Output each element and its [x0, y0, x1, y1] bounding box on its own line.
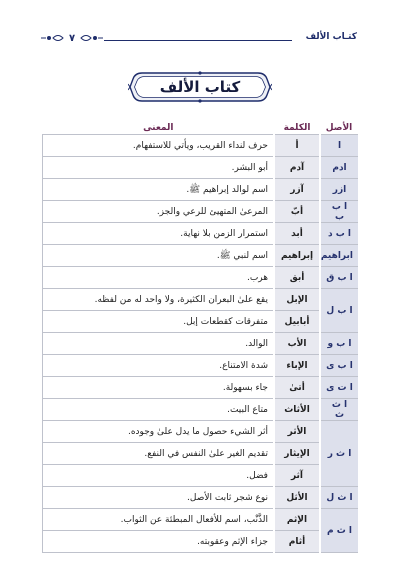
- word-cell: الإباء: [274, 355, 320, 377]
- root-cell: ا ث ر: [320, 421, 358, 487]
- meaning-cell: هرب.: [43, 267, 275, 289]
- meaning-cell: جزاء الإثم وعقوبته.: [43, 531, 275, 553]
- meaning-cell: نوع شجر ثابت الأصل.: [43, 487, 275, 509]
- flourish-left-icon: [80, 32, 104, 44]
- word-cell: آثر: [274, 465, 320, 487]
- table-row: [43, 531, 359, 553]
- page-number: ٧: [68, 32, 76, 44]
- column-header-word: الكلمة: [274, 121, 320, 135]
- dictionary-table: [42, 121, 358, 553]
- meaning-cell: يقع علىٰ البعران الكثيرة، ولا واحد له من لفظه.: [43, 289, 275, 311]
- root-cell: ا ب ى: [320, 355, 358, 377]
- meaning-cell: متفرقات كقطعات إبل.: [43, 311, 275, 333]
- word-cell: إبراهيم: [274, 245, 320, 267]
- word-cell: الإثم: [274, 509, 320, 531]
- meaning-cell: استمرار الزمن بلا نهاية.: [43, 223, 275, 245]
- column-header-meaning: المعنى: [43, 121, 275, 135]
- root-cell: ا ث ث: [320, 399, 358, 421]
- table-row: [43, 443, 359, 465]
- word-cell: أتىٰ: [274, 377, 320, 399]
- meaning-cell: الذَّنْب، اسم للأفعال المبطئة عن الثواب.: [43, 509, 275, 531]
- table-row: [43, 245, 359, 267]
- table-row: [43, 509, 359, 531]
- header-rule: [104, 40, 292, 41]
- meaning-cell: المرعىٰ المتهيئ للرعي والجز.: [43, 201, 275, 223]
- running-book-title: كتـاب الألف: [305, 32, 357, 42]
- table-row: [43, 311, 359, 333]
- meaning-cell: تقديم الغير علىٰ النفس في النفع.: [43, 443, 275, 465]
- root-cell: ادم: [320, 157, 358, 179]
- table-row: [43, 355, 359, 377]
- table-row: [43, 289, 359, 311]
- table-row: [43, 333, 359, 355]
- meaning-cell: اسم لوالد إبراهيم ﷺ.: [43, 179, 275, 201]
- word-cell: الأثاث: [274, 399, 320, 421]
- root-cell: ا ب و: [320, 333, 358, 355]
- root-cell: ا ث ل: [320, 487, 358, 509]
- meaning-cell: أبو البشر.: [43, 157, 275, 179]
- section-title: كتاب الألف: [159, 78, 241, 96]
- table-row: [43, 377, 359, 399]
- column-header-root: الأصل: [320, 121, 358, 135]
- word-cell: آزر: [274, 179, 320, 201]
- word-cell: الأثر: [274, 421, 320, 443]
- meaning-cell: أثر الشيء حصول ما يدل علىٰ وجوده.: [43, 421, 275, 443]
- word-cell: الأثل: [274, 487, 320, 509]
- word-cell: أبّ: [274, 201, 320, 223]
- root-cell: ا ب ق: [320, 267, 358, 289]
- page-number-ornament: [36, 29, 108, 47]
- root-cell: ا ت ى: [320, 377, 358, 399]
- word-cell: أبد: [274, 223, 320, 245]
- table-row: [43, 201, 359, 223]
- table-row: [43, 421, 359, 443]
- meaning-cell: فضل.: [43, 465, 275, 487]
- page-header: [0, 26, 400, 50]
- root-cell: ا ب ل: [320, 289, 358, 333]
- meaning-cell: متاع البيت.: [43, 399, 275, 421]
- word-cell: آدم: [274, 157, 320, 179]
- table-header-row: [43, 121, 359, 135]
- meaning-cell: جاء بسهولة.: [43, 377, 275, 399]
- root-cell: ا: [320, 135, 358, 157]
- table-row: [43, 135, 359, 157]
- meaning-cell: الوالد.: [43, 333, 275, 355]
- section-title-banner: [128, 70, 272, 104]
- table-row: [43, 399, 359, 421]
- root-cell: ا ث م: [320, 509, 358, 553]
- table-row: [43, 267, 359, 289]
- root-cell: ا ب د: [320, 223, 358, 245]
- table-row: [43, 465, 359, 487]
- root-cell: ابراهيم: [320, 245, 358, 267]
- meaning-cell: حرف لنداء القريب، ويأتي للاستفهام.: [43, 135, 275, 157]
- table-row: [43, 487, 359, 509]
- word-cell: أ: [274, 135, 320, 157]
- meaning-cell: اسم لنبي ﷺ.: [43, 245, 275, 267]
- root-cell: ا ب ب: [320, 201, 358, 223]
- word-cell: أبابيل: [274, 311, 320, 333]
- word-cell: أبق: [274, 267, 320, 289]
- word-cell: أثام: [274, 531, 320, 553]
- flourish-right-icon: [40, 32, 64, 44]
- word-cell: الإبل: [274, 289, 320, 311]
- table-row: [43, 157, 359, 179]
- root-cell: ازر: [320, 179, 358, 201]
- meaning-cell: شدة الامتناع.: [43, 355, 275, 377]
- word-cell: الأب: [274, 333, 320, 355]
- table-row: [43, 223, 359, 245]
- word-cell: الإيثار: [274, 443, 320, 465]
- table-row: [43, 179, 359, 201]
